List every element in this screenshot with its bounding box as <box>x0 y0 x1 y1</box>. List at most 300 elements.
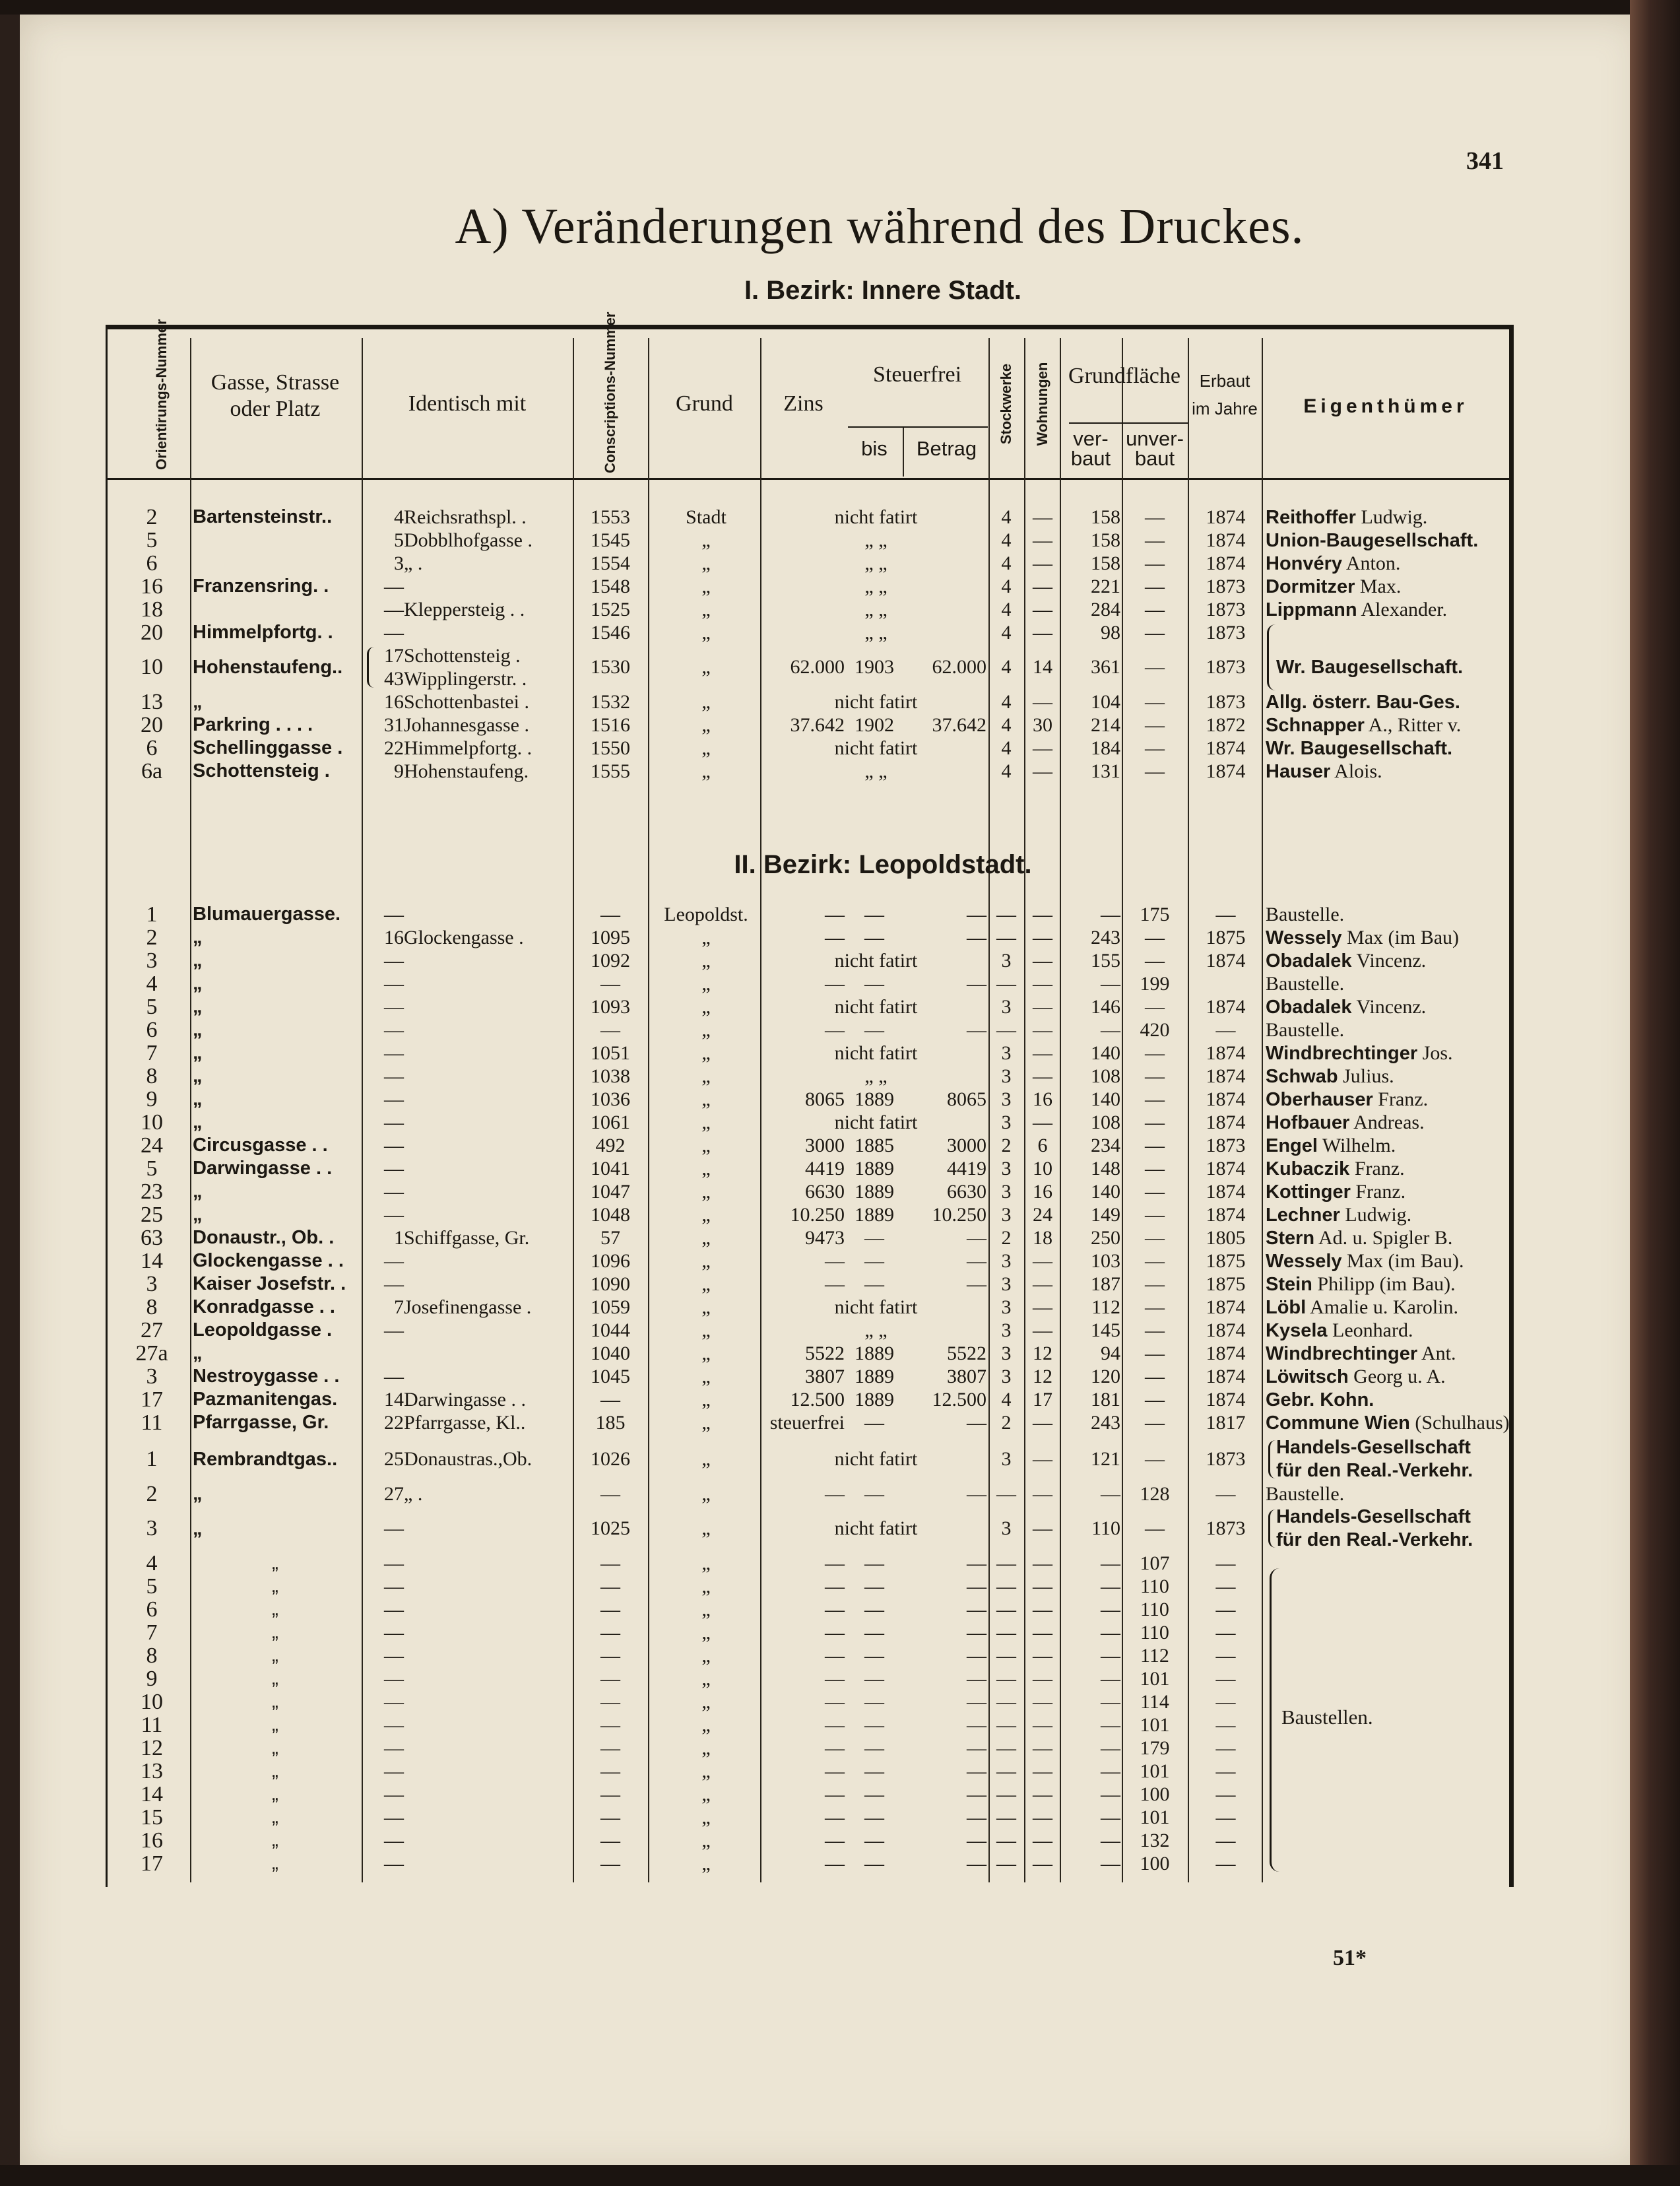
stockwerke-cell: 4 <box>1001 576 1012 597</box>
grund-cell: „ <box>701 737 711 759</box>
erbaut-cell: 1875 <box>1206 927 1246 948</box>
owner-cell <box>1266 1134 1503 1158</box>
wohnungen-cell: — <box>1033 1273 1052 1295</box>
orientierung-cell: 14 <box>141 1782 163 1806</box>
grund-cell: „ <box>701 973 711 995</box>
table-row <box>0 1667 1680 1690</box>
steuerfrei-bis-cell: — <box>864 1668 884 1690</box>
steuerfrei-betrag-cell: 37.642 <box>932 714 986 736</box>
identisch-nr-cell: 14 <box>384 1389 404 1410</box>
erbaut-cell: 1873 <box>1206 656 1246 678</box>
erbaut-cell: 1875 <box>1206 1273 1246 1295</box>
table-row <box>0 949 1680 972</box>
verbaut-cell: 243 <box>1091 1412 1120 1434</box>
stockwerke-cell: 3 <box>1001 1250 1012 1272</box>
steuerfrei-betrag-cell: — <box>967 1853 986 1874</box>
gasse-cell: „ <box>193 1483 203 1504</box>
owner-cell <box>1266 529 1503 552</box>
grund-cell: „ <box>701 1250 711 1272</box>
owner-cell <box>1266 1065 1503 1088</box>
conscription-cell: 1051 <box>591 1042 630 1064</box>
identisch-cell: Donaustras.,Ob. <box>404 1448 533 1470</box>
orientierung-cell: 20 <box>141 713 163 737</box>
verbaut-cell: 146 <box>1091 996 1120 1018</box>
unverbaut-cell: — <box>1145 1517 1165 1539</box>
identisch-nr-cell: — <box>384 1668 404 1690</box>
unverbaut-cell: — <box>1145 950 1165 972</box>
wohnungen-cell: — <box>1033 1853 1052 1874</box>
owner-surname: Kysela <box>1266 1320 1328 1341</box>
gasse-cell: Schottensteig . <box>193 760 330 781</box>
owner-given: Max. <box>1355 576 1402 597</box>
identisch-nr-cell: — <box>384 1019 404 1041</box>
conscription-cell: 1090 <box>591 1273 630 1295</box>
identisch-nr-cell: — <box>384 622 404 644</box>
zins-cell: — <box>825 1273 845 1295</box>
steuerfrei-bis-cell: 1889 <box>855 1181 894 1203</box>
header-gasse: Gasse, Strasse oder Platz <box>210 370 340 421</box>
owner-given: Andreas. <box>1349 1111 1425 1133</box>
orientierung-cell: 14 <box>141 1249 163 1273</box>
table-row <box>0 995 1680 1018</box>
wohnungen-cell: 14 <box>1033 656 1052 678</box>
gasse-cell: „ <box>193 1518 203 1539</box>
grund-cell: „ <box>701 760 711 782</box>
table-row <box>0 1296 1680 1319</box>
wohnungen-cell: 10 <box>1033 1158 1052 1179</box>
table-row <box>0 1760 1680 1783</box>
conscription-cell: — <box>600 1760 620 1782</box>
identisch-nr-cell: — <box>384 1319 404 1341</box>
owner-given: A., Ritter v. <box>1364 714 1462 736</box>
steuerfrei-betrag-cell: 8065 <box>947 1088 986 1110</box>
steuerfrei-bis-cell: — <box>864 1599 884 1620</box>
zins-wide-cell: „ „ <box>864 1319 888 1341</box>
conscription-cell: — <box>600 1019 620 1041</box>
steuerfrei-betrag-cell: — <box>967 1273 986 1295</box>
grund-cell: „ <box>701 927 711 948</box>
zins-cell: 10.250 <box>790 1204 845 1226</box>
owner-given: Ad. u. Spigler B. <box>1314 1227 1453 1249</box>
zins-cell: 5522 <box>805 1342 845 1364</box>
erbaut-cell: — <box>1215 1552 1236 1574</box>
wohnungen-cell: — <box>1033 1645 1052 1667</box>
erbaut-cell: 1874 <box>1206 1204 1246 1226</box>
conscription-cell: 185 <box>595 1412 626 1434</box>
steuerfrei-betrag-cell: 3807 <box>947 1366 986 1387</box>
identisch-nr-cell: — <box>384 1575 404 1597</box>
conscription-cell: 1061 <box>591 1111 630 1133</box>
steuerfrei-bis-cell: — <box>864 927 884 948</box>
identisch-nr-cell: — <box>384 1645 404 1667</box>
erbaut-cell: 1873 <box>1206 1517 1246 1539</box>
owner-cell <box>1266 1157 1503 1181</box>
erbaut-cell: — <box>1215 1575 1236 1597</box>
verbaut-cell: 140 <box>1091 1088 1120 1110</box>
table-row <box>0 1806 1680 1829</box>
conscription-cell: 1554 <box>591 552 630 574</box>
grund-cell: „ <box>701 950 711 972</box>
erbaut-cell: — <box>1215 1714 1236 1736</box>
grund-cell: „ <box>701 1552 711 1574</box>
conscription-cell: 1045 <box>591 1366 630 1387</box>
erbaut-cell: 1874 <box>1206 1158 1246 1179</box>
wohnungen-cell: 18 <box>1033 1227 1052 1249</box>
gasse-cell: Pazmanitengas. <box>193 1389 338 1410</box>
orientierung-cell: 13 <box>141 1759 163 1783</box>
wohnungen-cell: 17 <box>1033 1389 1052 1410</box>
page-title: A) Veränderungen während des Druckes. <box>455 199 1305 254</box>
gasse-cell: „ <box>272 1575 278 1597</box>
table-row <box>0 644 1680 690</box>
verbaut-cell: — <box>1101 1760 1120 1782</box>
verbaut-cell: — <box>1101 1599 1120 1620</box>
erbaut-cell: 1874 <box>1206 737 1246 759</box>
gasse-cell: „ <box>193 1088 203 1110</box>
zins-cell: 8065 <box>805 1088 845 1110</box>
stockwerke-cell: 4 <box>1001 599 1012 620</box>
header-verbaut: ver-baut <box>1070 427 1111 470</box>
header-subrule <box>1069 422 1188 424</box>
stockwerke-cell: 3 <box>1001 1181 1012 1203</box>
owner-surname: Commune Wien <box>1266 1412 1410 1434</box>
identisch-nr-cell: 22 <box>384 1412 404 1434</box>
verbaut-cell: 140 <box>1091 1181 1120 1203</box>
gasse-cell: „ <box>193 927 203 948</box>
verbaut-cell: 140 <box>1091 1042 1120 1064</box>
unverbaut-cell: — <box>1145 1250 1165 1272</box>
header-wohnungen: Wohnungen <box>1034 362 1050 446</box>
orientierung-cell: 8 <box>146 1064 158 1088</box>
steuerfrei-bis-cell: 1903 <box>855 656 894 678</box>
steuerfrei-betrag-cell: — <box>967 1622 986 1643</box>
identisch-cell: „ . <box>404 1483 423 1505</box>
grund-cell: „ <box>701 1019 711 1041</box>
zins-cell: 3000 <box>805 1135 845 1156</box>
grund-cell: „ <box>701 1389 711 1410</box>
stockwerke-cell: 3 <box>1001 1342 1012 1364</box>
conscription-cell: — <box>600 1552 620 1574</box>
conscription-cell: 1550 <box>591 737 630 759</box>
wohnungen-cell: — <box>1033 1552 1052 1574</box>
erbaut-cell: 1874 <box>1206 1342 1246 1364</box>
stockwerke-cell: 4 <box>1001 622 1012 644</box>
owner-given: Amalie u. Karolin. <box>1306 1296 1458 1318</box>
owner-cell <box>1266 552 1503 576</box>
unverbaut-cell: 199 <box>1140 973 1170 995</box>
orientierung-cell: 9 <box>146 1087 158 1111</box>
scan-bottom-border <box>0 2165 1680 2186</box>
owner-surname: Engel <box>1266 1135 1318 1156</box>
conscription-cell: — <box>600 1714 620 1736</box>
orientierung-cell: 25 <box>141 1203 163 1227</box>
baustellen-label: Baustellen. <box>1281 1706 1373 1729</box>
unverbaut-cell: — <box>1145 1158 1165 1179</box>
identisch-nr-cell: — <box>384 1806 404 1828</box>
header-orientierung: Orientirungs-Nummer <box>153 319 170 470</box>
owner-given: Ant. <box>1417 1342 1456 1364</box>
conscription-cell: 1553 <box>591 506 630 528</box>
owner-surname: Honvéry <box>1266 553 1343 574</box>
steuerfrei-betrag-cell: — <box>967 1714 986 1736</box>
erbaut-cell: 1874 <box>1206 1319 1246 1341</box>
grund-cell: „ <box>701 552 711 574</box>
zins-cell: — <box>825 1250 845 1272</box>
grund-cell: „ <box>701 1575 711 1597</box>
grund-cell: „ <box>701 714 711 736</box>
wohnungen-cell: — <box>1033 1714 1052 1736</box>
orientierung-cell: 10 <box>141 1110 163 1135</box>
table-row <box>0 1180 1680 1203</box>
unverbaut-cell: 420 <box>1140 1019 1170 1041</box>
identisch-nr-cell: — <box>384 1737 404 1759</box>
conscription-cell: 1092 <box>591 950 630 972</box>
verbaut-cell: 149 <box>1091 1204 1120 1226</box>
owner-surname: Lechner <box>1266 1205 1340 1226</box>
orientierung-cell: 7 <box>146 1620 158 1645</box>
grund-cell: „ <box>701 1158 711 1179</box>
zins-cell: — <box>825 1714 845 1736</box>
orientierung-cell: 4 <box>146 1551 158 1575</box>
unverbaut-cell: 101 <box>1140 1668 1170 1690</box>
orientierung-cell: 6 <box>146 1597 158 1622</box>
wohnungen-cell: — <box>1033 1412 1052 1434</box>
zins-cell: 4419 <box>805 1158 845 1179</box>
stockwerke-cell: — <box>996 1668 1016 1690</box>
steuerfrei-betrag-cell: — <box>967 1019 986 1041</box>
steuerfrei-betrag-cell: 12.500 <box>932 1389 986 1410</box>
zins-cell: 37.642 <box>790 714 845 736</box>
owner-cell <box>1266 1273 1503 1296</box>
table-row <box>0 1852 1680 1875</box>
header-unverbaut: unver-baut <box>1126 427 1184 470</box>
erbaut-cell: — <box>1215 1760 1236 1782</box>
owner-line: für den Real.-Verkehr. <box>1276 1460 1473 1481</box>
erbaut-cell: — <box>1215 1019 1236 1041</box>
steuerfrei-bis-cell: — <box>864 1714 884 1736</box>
wohnungen-cell: 16 <box>1033 1181 1052 1203</box>
zins-cell: 9473 <box>805 1227 845 1249</box>
brace-mark <box>1268 1440 1276 1478</box>
stockwerke-cell: 4 <box>1001 529 1012 551</box>
gasse-cell: Glockengasse . . <box>193 1250 344 1271</box>
wohnungen-cell: — <box>1033 1830 1052 1851</box>
unverbaut-cell: — <box>1145 996 1165 1018</box>
identisch-cell: Johannesgasse . <box>404 714 529 736</box>
grund-cell: „ <box>701 1668 711 1690</box>
steuerfrei-bis-cell: — <box>864 1227 884 1249</box>
gasse-cell: „ <box>272 1645 278 1666</box>
conscription-cell: 1038 <box>591 1065 630 1087</box>
identisch-cell: Schottensteig . <box>404 645 521 667</box>
gasse-cell: „ <box>272 1714 278 1735</box>
gasse-cell: Blumauergasse. <box>193 904 341 925</box>
owner-cell <box>1266 1365 1503 1389</box>
owner-cell <box>1266 1296 1503 1319</box>
conscription-cell: 1545 <box>591 529 630 551</box>
verbaut-cell: — <box>1101 1783 1120 1805</box>
erbaut-cell: 1874 <box>1206 1389 1246 1410</box>
owner-surname: Löwitsch <box>1266 1366 1349 1387</box>
unverbaut-cell: 175 <box>1140 904 1170 925</box>
identisch-nr-cell: 1 <box>394 1227 404 1249</box>
zins-cell: — <box>825 1599 845 1620</box>
stockwerke-cell: — <box>996 973 1016 995</box>
owner-given: Alois. <box>1330 760 1382 782</box>
unverbaut-cell: — <box>1145 760 1165 782</box>
wohnungen-cell: — <box>1033 1042 1052 1064</box>
stockwerke-cell: — <box>996 1575 1016 1597</box>
stockwerke-cell: 3 <box>1001 1517 1012 1539</box>
owner-surname: Allg. österr. Bau-Ges. <box>1266 692 1460 713</box>
grund-cell: „ <box>701 1273 711 1295</box>
stockwerke-cell: — <box>996 904 1016 925</box>
table-row <box>0 529 1680 552</box>
stockwerke-cell: — <box>996 1760 1016 1782</box>
conscription-cell: — <box>600 1622 620 1643</box>
identisch-nr-cell: 43 <box>384 668 404 690</box>
erbaut-cell: 1874 <box>1206 1065 1246 1087</box>
identisch-cell: Kleppersteig . . <box>404 599 525 620</box>
orientierung-cell: 3 <box>146 1364 158 1389</box>
erbaut-cell: 1874 <box>1206 529 1246 551</box>
gasse-cell: Konradgasse . . <box>193 1296 335 1317</box>
grund-cell: „ <box>701 576 711 597</box>
verbaut-cell: — <box>1101 1552 1120 1574</box>
table-row <box>0 1203 1680 1226</box>
unverbaut-cell: — <box>1145 552 1165 574</box>
steuerfrei-bis-cell: — <box>864 1691 884 1713</box>
owner-given: Alexander. <box>1357 599 1448 620</box>
steuerfrei-bis-cell: — <box>864 1622 884 1643</box>
stockwerke-cell: — <box>996 1552 1016 1574</box>
identisch-cell: Wipplingerstr. . <box>404 668 527 690</box>
gasse-cell: „ <box>193 1042 203 1063</box>
owner-cell <box>1266 972 1503 996</box>
unverbaut-cell: — <box>1145 1135 1165 1156</box>
owner-cell <box>1266 1088 1503 1111</box>
verbaut-cell: 250 <box>1091 1227 1120 1249</box>
unverbaut-cell: 100 <box>1140 1853 1170 1874</box>
stockwerke-cell: 2 <box>1001 1412 1012 1434</box>
erbaut-cell: — <box>1215 1737 1236 1759</box>
steuerfrei-bis-cell: — <box>864 1412 884 1434</box>
identisch-nr-cell: — <box>384 1691 404 1713</box>
wohnungen-cell: — <box>1033 1319 1052 1341</box>
conscription-cell: — <box>600 904 620 925</box>
steuerfrei-bis-cell: — <box>864 1019 884 1041</box>
stockwerke-cell: 3 <box>1001 950 1012 972</box>
orientierung-cell: 10 <box>141 1690 163 1714</box>
unverbaut-cell: — <box>1145 1296 1165 1318</box>
owner-given: Philipp (im Bau). <box>1312 1273 1456 1295</box>
erbaut-cell: — <box>1215 1830 1236 1851</box>
grund-cell: „ <box>701 1517 711 1539</box>
conscription-cell: — <box>600 1783 620 1805</box>
gasse-cell: Bartensteinstr.. <box>193 506 333 527</box>
identisch-nr-cell: — <box>384 996 404 1018</box>
wohnungen-cell: — <box>1033 576 1052 597</box>
owner-given: (Schulhaus). <box>1409 1412 1515 1434</box>
owner-given: Ludwig. <box>1355 506 1428 528</box>
owner-line: für den Real.-Verkehr. <box>1276 1529 1473 1550</box>
identisch-nr-cell: — <box>384 1760 404 1782</box>
grund-cell: „ <box>701 1714 711 1736</box>
wohnungen-cell: — <box>1033 599 1052 620</box>
conscription-cell: — <box>600 973 620 995</box>
header-steuerfrei: Steuerfrei <box>872 362 962 387</box>
verbaut-cell: 104 <box>1091 691 1120 713</box>
stockwerke-cell: 4 <box>1001 656 1012 678</box>
steuerfrei-betrag-cell: — <box>967 1783 986 1805</box>
table-row <box>0 1134 1680 1157</box>
grund-cell: „ <box>701 1319 711 1341</box>
header-betrag: Betrag <box>916 437 977 460</box>
table-row <box>0 972 1680 995</box>
gasse-cell: „ <box>272 1691 278 1712</box>
table-row <box>0 1482 1680 1506</box>
stockwerke-cell: — <box>996 1691 1016 1713</box>
orientierung-cell: 6 <box>146 736 158 760</box>
stockwerke-cell: 4 <box>1001 691 1012 713</box>
owner-cell <box>1276 1506 1473 1552</box>
owner-cell <box>1266 737 1503 760</box>
gasse-cell: „ <box>193 950 203 971</box>
orientierung-cell: 63 <box>141 1226 163 1250</box>
verbaut-cell: 221 <box>1091 576 1120 597</box>
steuerfrei-bis-cell: — <box>864 1483 884 1505</box>
wohnungen-cell: — <box>1033 1250 1052 1272</box>
verbaut-cell: 112 <box>1091 1296 1120 1318</box>
signature-mark: 51* <box>1333 1946 1367 1970</box>
identisch-cell: Schottenbastei . <box>404 691 529 713</box>
verbaut-cell: — <box>1101 1853 1120 1874</box>
zins-wide-cell: „ „ <box>864 576 888 597</box>
gasse-cell: Kaiser Josefstr. . <box>193 1273 346 1294</box>
unverbaut-cell: 110 <box>1140 1575 1169 1597</box>
table-row <box>0 903 1680 926</box>
gasse-cell: „ <box>193 1204 203 1225</box>
zins-cell: — <box>825 1622 845 1643</box>
header-zins: Zins <box>783 391 824 416</box>
table-row <box>0 713 1680 737</box>
steuerfrei-betrag-cell: — <box>967 1250 986 1272</box>
unverbaut-cell: 101 <box>1140 1714 1170 1736</box>
stockwerke-cell: 2 <box>1001 1227 1012 1249</box>
owner-given: Baustelle. <box>1266 973 1345 995</box>
stockwerke-cell: — <box>996 1599 1016 1620</box>
conscription-cell: 1525 <box>591 599 630 620</box>
owner-surname: Schnapper <box>1266 715 1365 736</box>
steuerfrei-betrag-cell: 6630 <box>947 1181 986 1203</box>
zins-wide-cell: nicht fatirt <box>834 506 918 528</box>
gasse-cell: Pfarrgasse, Gr. <box>193 1412 329 1433</box>
owner-cell <box>1266 1226 1503 1250</box>
owner-cell <box>1266 1042 1503 1065</box>
owner-surname: Kubaczik <box>1266 1158 1350 1179</box>
steuerfrei-bis-cell: — <box>864 1737 884 1759</box>
table-row <box>0 1506 1680 1552</box>
orientierung-cell: 13 <box>141 690 163 714</box>
table-row <box>0 1829 1680 1852</box>
identisch-cell: Himmelpfortg. . <box>404 737 533 759</box>
header-rule <box>106 478 1511 480</box>
orientierung-cell: 6 <box>146 1018 158 1042</box>
stockwerke-cell: 3 <box>1001 1042 1012 1064</box>
conscription-cell: 1040 <box>591 1342 630 1364</box>
conscription-cell: — <box>600 1691 620 1713</box>
brace-mark <box>367 647 374 688</box>
